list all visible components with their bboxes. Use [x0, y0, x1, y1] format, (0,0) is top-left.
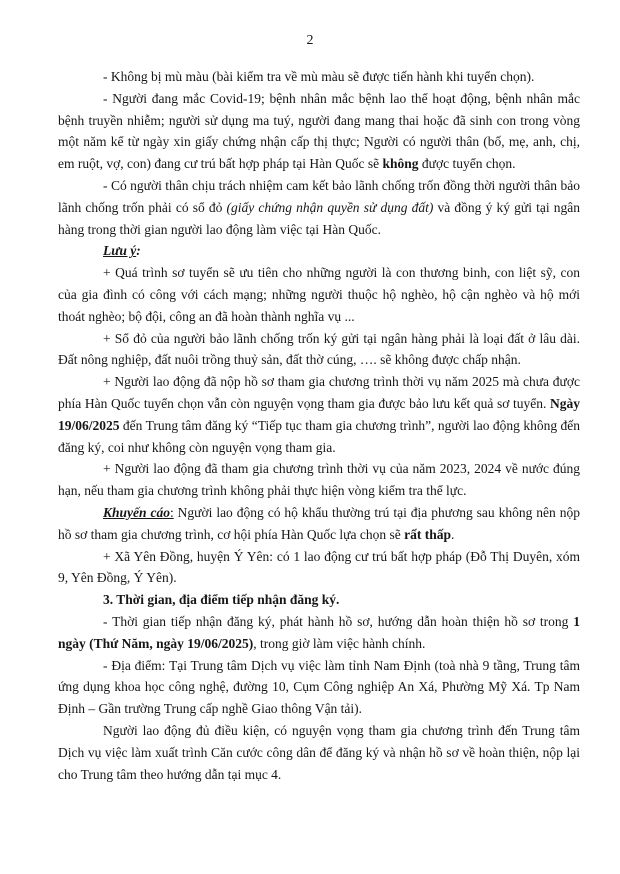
text-run: - Thời gian tiếp nhận đăng ký, phát hành hồ sơ, hướng dẫn hoàn thiện hồ sơ trong: [103, 613, 574, 629]
para-thoi-gian: [58, 611, 580, 655]
note-thoi-vu-2023-2024: [58, 458, 580, 502]
heading-section-3: [58, 589, 580, 611]
page-number: 2: [306, 33, 314, 48]
text-run: Người lao động có hộ khẩu thường trú tại địa phương sau không nên nộp hồ sơ tham gia chương trình, cơ hội phía Hàn Quốc lựa chọn sẽ: [58, 504, 580, 542]
text-run: - Không bị mù màu (bài kiểm tra về mù màu sẽ được tiến hành khi tuyển chọn).: [103, 69, 535, 84]
text-run: - Có người thân chịu trách nhiệm cam kết bảo lãnh chống trốn đồng thời người thân bảo lãnh chống trốn phải có sổ đỏ: [58, 177, 580, 215]
text-run: Ngày 19/06/2025: [58, 395, 580, 433]
text-run: Khuyến cáo: [103, 504, 170, 520]
para-xa-yen-dong: [58, 546, 580, 590]
para-dia-diem: [58, 655, 580, 720]
text-run: được tuyển chọn.: [418, 156, 516, 172]
text-run: + Sổ đỏ của người bảo lãnh chống trốn ký gửi tại ngân hàng phải là loại đất ở lâu dài. Đất nông nghiệp, đất nuôi trồng thuỷ sản, đất thờ cúng, …. sẽ không được chấp nhận.: [58, 330, 580, 368]
text-run: , trong giờ làm việc hành chính.: [253, 635, 426, 651]
para-huong-dan-dang-ky: [58, 720, 580, 785]
note-uu-tien: [58, 262, 580, 327]
text-run: 1 ngày (Thứ Năm, ngày 19/06/2025): [58, 613, 580, 651]
text-run: Lưu ý: [103, 243, 137, 259]
para-khuyen-cao: [58, 502, 580, 546]
para-covid-benh: [58, 88, 580, 175]
text-run: :: [169, 504, 174, 520]
note-so-do: [58, 328, 580, 372]
para-mu-mau: [58, 66, 580, 88]
text-run: và đồng ý ký gửi tại ngân hàng trong thời gian người lao động làm việc tại Hàn Quốc.: [58, 199, 580, 237]
text-run: .: [450, 526, 455, 542]
text-run: + Người lao động đã tham gia chương trình thời vụ của năm 2023, 2024 về nước đúng hạn, nếu tham gia chương trình không phải thực hiện vòng kiểm tra thể lực.: [58, 461, 580, 499]
para-bao-lanh-chong-tron: [58, 175, 580, 240]
text-run: không: [382, 156, 419, 172]
text-run: - Địa điểm: Tại Trung tâm Dịch vụ việc làm tỉnh Nam Định (toà nhà 9 tầng, Trung tâm ứng dụng khoa học công nghệ, đường 10, Cụm Công nghiệp An Xá, Phường Mỹ Xá. Tp Nam Định – Gần trường Trung cấp nghề Giao thông Vận tải).: [58, 657, 580, 717]
text-run: + Quá trình sơ tuyển sẽ ưu tiên cho những người là con thương binh, con liệt sỹ, con của gia đình có công với cách mạng; những người thuộc hộ nghèo, hộ cận nghèo và hộ mới thoát nghèo; bộ đội, công an đã hoàn thành nghĩa vụ ...: [58, 265, 580, 324]
text-run: (giấy chứng nhận quyền sử dụng đất): [226, 199, 434, 215]
document-content: [58, 66, 580, 785]
text-run: đến Trung tâm đăng ký “Tiếp tục tham gia chương trình”, người lao động không đến đăng ký, coi như không còn nguyện vọng tham gia.: [58, 417, 580, 455]
text-run: + Xã Yên Đồng, huyện Ý Yên: có 1 lao động cư trú bất hợp pháp (Đỗ Thị Duyên, xóm 9, Yên Đồng, Ý Yên).: [58, 548, 580, 586]
text-run: + Người lao động đã nộp hồ sơ tham gia chương trình thời vụ năm 2025 mà chưa được phía Hàn Quốc tuyển chọn vẫn còn nguyện vọng tham gia được bảo lưu kết quả sơ tuyển.: [58, 374, 580, 411]
note-thoi-vu-2025: [58, 371, 580, 458]
text-run: :: [136, 243, 141, 259]
heading-luu-y: [58, 240, 580, 262]
text-run: 3. Thời gian, địa điểm tiếp nhận đăng ký.: [103, 592, 340, 608]
text-run: Người lao động đủ điều kiện, có nguyện vọng tham gia chương trình đến Trung tâm Dịch vụ việc làm xuất trình Căn cước công dân để đăng ký và nhận hồ sơ về hoàn thiện, nộp lại cho Trung tâm theo hướng dẫn tại mục 4.: [58, 722, 580, 782]
text-run: rất thấp: [404, 526, 451, 542]
text-run: - Người đang mắc Covid-19; bệnh nhân mắc bệnh lao thể hoạt động, bệnh nhân mắc bệnh truyền nhiễm; người sử dụng ma tuý, người đang mang thai hoặc đã sinh con trong vòng một năm kể từ ngày xin giấy chứng nhận cấp thị thực; Người có người thân (bố, mẹ, anh, chị, em ruột, vợ, con) đang cư trú bất hợp pháp tại Hàn Quốc sẽ: [58, 90, 580, 172]
